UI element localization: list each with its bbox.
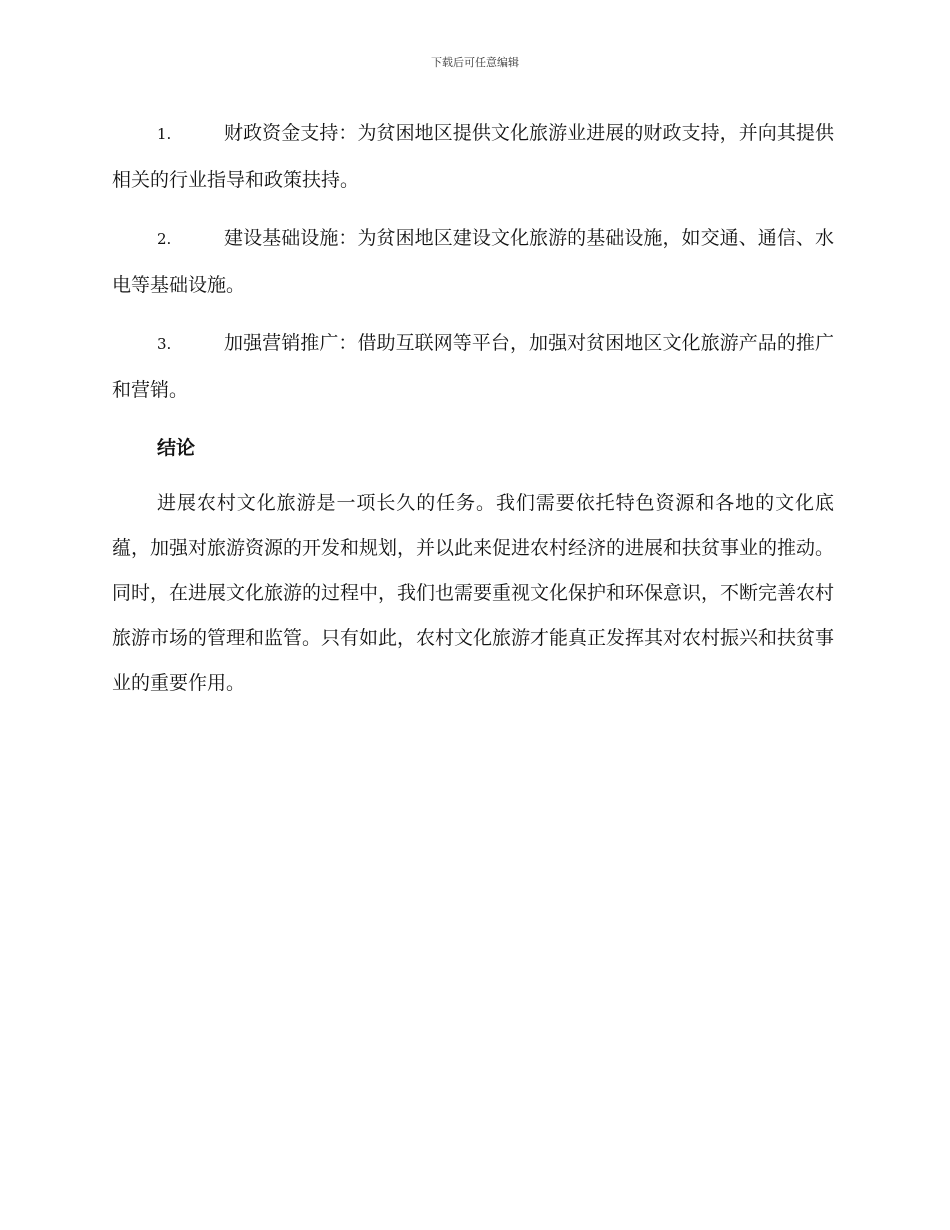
list-item-2 — [112, 215, 834, 308]
list-item-1 — [112, 110, 834, 203]
list-item-text: 加强营销推广：借助互联网等平台，加强对贫困地区文化旅游产品的推广和营销。 — [112, 332, 834, 401]
list-item-text: 建设基础设施：为贫困地区建设文化旅游的基础设施，如交通、通信、水电等基础设施。 — [112, 227, 834, 296]
list-item-text: 财政资金支持：为贫困地区提供文化旅游业进展的财政支持，并向其提供相关的行业指导和政策扶持。 — [112, 122, 834, 191]
conclusion-paragraph: 进展农村文化旅游是一项长久的任务。我们需要依托特色资源和各地的文化底蕴，加强对旅游资源的开发和规划，并以此来促进农村经济的进展和扶贫事业的推动。同时，在进展文化旅游的过程中，我们也需要重视文化保护和环保意识，不断完善农村旅游市场的管理和监管。只有如此，农村文化旅游才能真正发挥其对农村振兴和扶贫事业的重要作用。 — [112, 492, 835, 694]
list-item-3 — [112, 320, 834, 413]
conclusion-heading: 结论 — [157, 437, 196, 459]
list-item-number: 3. — [157, 335, 172, 353]
list-item-number: 2. — [157, 230, 172, 248]
document-content — [112, 110, 834, 706]
list-item-number: 1. — [157, 125, 172, 143]
header-note: 下载后可任意编辑 — [431, 56, 519, 69]
